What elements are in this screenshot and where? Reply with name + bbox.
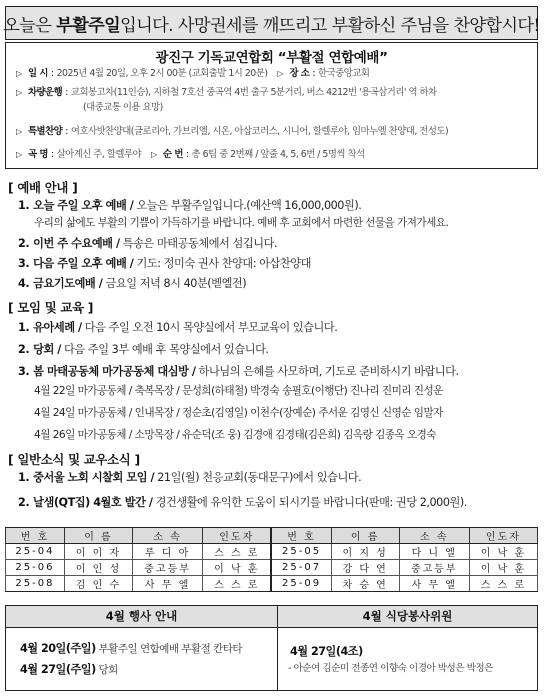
table-cell: 25-08: [6, 576, 65, 592]
column-header: 소 속: [133, 528, 203, 544]
april-event-line: 4월 27일(주일) 당회: [20, 663, 118, 676]
headline-banner: [5, 6, 538, 40]
triangle-bullet-icon: ▷: [16, 69, 22, 78]
table-cell: 이 지 성: [331, 544, 399, 560]
worship-item-3: 3. 다음 주일 오후 예배 / 기도: 정미숙 권사 찬양대: 아삽찬양대: [18, 257, 311, 270]
kitchen-heading: 4월 식당봉사위원: [278, 606, 537, 628]
visit-schedule-line: 4월 24일 마가공동체 / 인내목장 / 정순초(김영일) 이천수(장예순) 주서운 김영신 신영순 임말자: [34, 407, 443, 419]
kitchen-members: - 아순여 김순미 전종연 이향숙 이경아 박성은 박정은: [288, 663, 493, 674]
table-cell: 이 인 성: [64, 560, 132, 576]
table-cell: 중고등부: [399, 560, 469, 576]
april-events-box: [6, 606, 278, 690]
triangle-bullet-icon: ▷: [16, 150, 22, 159]
table-cell: 스 스 로: [203, 576, 272, 592]
column-header: 인도자: [469, 528, 537, 544]
table-cell: 25-09: [271, 576, 331, 592]
table-cell: 스 스 로: [203, 544, 272, 560]
triangle-bullet-icon: ▷: [277, 69, 284, 78]
triangle-bullet-icon: ▷: [16, 127, 22, 136]
headline-text: 오늘은 부활주일입니다. 사망권세를 깨뜨리고 부활하신 주님을 찬양합시다!: [3, 15, 540, 36]
news-item-1: 1. 중서울 노회 시찰회 모임 / 21일(월) 천응교회(동대문구)에서 있습니다.: [18, 471, 362, 484]
easter-service-box: [5, 42, 538, 169]
bottom-info-boxes: [5, 605, 538, 691]
meeting-item-1: 1. 유아세례 / 다음 주일 오전 10시 목양실에서 부모교육이 있습니다.: [18, 321, 338, 334]
news-item-2: 2. 날샘(QT집) 4월호 발간 / 경건생활에 유익한 도움이 되시기를 바랍니다(판매: 권당 2,000원).: [18, 496, 467, 509]
table-cell: 강 다 연: [331, 560, 399, 576]
table-cell: 이 낙 훈: [203, 560, 272, 576]
table-cell: 김 인 수: [64, 576, 132, 592]
table-header-row: [6, 528, 538, 544]
table-cell: 사 무 엘: [399, 576, 469, 592]
meeting-heading: [ 모임 및 교육 ]: [8, 300, 94, 315]
meeting-item-2: 2. 당회 / 다음 주일 3부 예배 후 목양실에서 있습니다.: [18, 343, 269, 356]
event-row-transport-note: (대중교통 이용 요망): [83, 102, 163, 113]
table-cell: 루 디 아: [133, 544, 203, 560]
leader-duty-table: [5, 527, 538, 592]
table-row: [6, 560, 538, 576]
table-cell: 이 낙 훈: [469, 544, 537, 560]
meeting-item-3: 3. 봄 마태공동체 마가공동체 대심방 / 하나님의 은혜를 사모하며, 기도로 준비하시기 바랍니다.: [18, 365, 459, 378]
column-header: 번 호: [271, 528, 331, 544]
triangle-bullet-icon: ▷: [16, 88, 22, 97]
table-cell: 25-05: [271, 544, 331, 560]
visit-schedule-line: 4월 26일 마가공동체 / 소망목장 / 유순덕(조 웅) 김경애 김경태(김은희) 김옥랑 김종옥 오경숙: [34, 429, 436, 441]
worship-item-4: 4. 금요기도예배 / 금요일 저녁 8시 40분(벧엘전): [18, 277, 247, 290]
table-row: [6, 576, 538, 592]
april-event-line: 4월 20일(주일) 부활주일 연합예배 부활절 칸타타: [20, 642, 243, 655]
table-cell: 25-04: [6, 544, 65, 560]
column-header: 인도자: [203, 528, 272, 544]
table-row: [6, 544, 538, 560]
kitchen-volunteers-box: [278, 606, 537, 690]
table-cell: 이 낙 훈: [469, 560, 537, 576]
table-cell: 차 승 연: [331, 576, 399, 592]
table-cell: 스 스 로: [469, 576, 537, 592]
table-cell: 25-07: [271, 560, 331, 576]
table-cell: 중고등부: [133, 560, 203, 576]
table-cell: 다 니 엘: [399, 544, 469, 560]
worship-item-2: 2. 이번 주 수요예배 / 특송은 마태공동체에서 섬깁니다.: [18, 237, 278, 250]
triangle-bullet-icon: ▷: [151, 150, 157, 159]
worship-heading: [ 예배 안내 ]: [8, 180, 78, 195]
column-header: 번 호: [6, 528, 65, 544]
column-header: 이 름: [331, 528, 399, 544]
event-row-song: ▷ 곡 명 : 살아계신 주, 할렐루야 ▷ 순 번 : 총 6팀 중 2번째 / 앞줄 4, 5, 6번 / 5명씩 착석: [16, 149, 365, 160]
table-cell: 이 이 자: [64, 544, 132, 560]
april-events-heading: 4월 행사 안내: [6, 606, 277, 628]
event-row-special-music: ▷ 특별찬양 : 여호사밧찬양대(글로리아, 가브리엘, 시온, 아삽코러스, 시니어, 할렐루야, 임마누엘 찬양대, 전성도): [16, 126, 449, 137]
table-cell: 사 무 엘: [133, 576, 203, 592]
column-header: 이 름: [64, 528, 132, 544]
news-heading: [ 일반소식 및 교우소식 ]: [8, 452, 140, 467]
headline-emphasis: 부활주일: [56, 15, 121, 36]
kitchen-date: 4월 27일(4조): [290, 645, 363, 658]
event-row-time: ▷ 일 시 : 2025년 4월 20일, 오후 2시 00분 (교회출발 1시 20분) ▷ 장 소 : 한국중앙교회: [16, 68, 370, 79]
event-row-transport: ▷ 차량운행 : 교회봉고차(11인승), 지하철 7호선 중곡역 4번 출구 5분거리, 버스 4212번 '용곡삼거리' 역 하차: [16, 87, 437, 98]
column-header: 소 속: [399, 528, 469, 544]
table-cell: 25-06: [6, 560, 65, 576]
worship-item-1: 1. 오늘 주일 오후 예배 / 오늘은 부활주일입니다.(예산액 16,000,000원).: [18, 199, 362, 212]
visit-schedule-line: 4월 22일 마가공동체 / 축복목장 / 문성희(하태철) 박경숙 송필호(이행단) 진나리 진미리 진성운: [34, 385, 443, 397]
event-title: 광진구 기독교연합회 “부활절 연합예배”: [155, 50, 388, 66]
worship-item-1-detail: 우리의 삶에도 부활의 기쁨이 가득하기를 바랍니다. 예배 후 교회에서 마련한 선물을 가져가세요.: [34, 217, 449, 229]
